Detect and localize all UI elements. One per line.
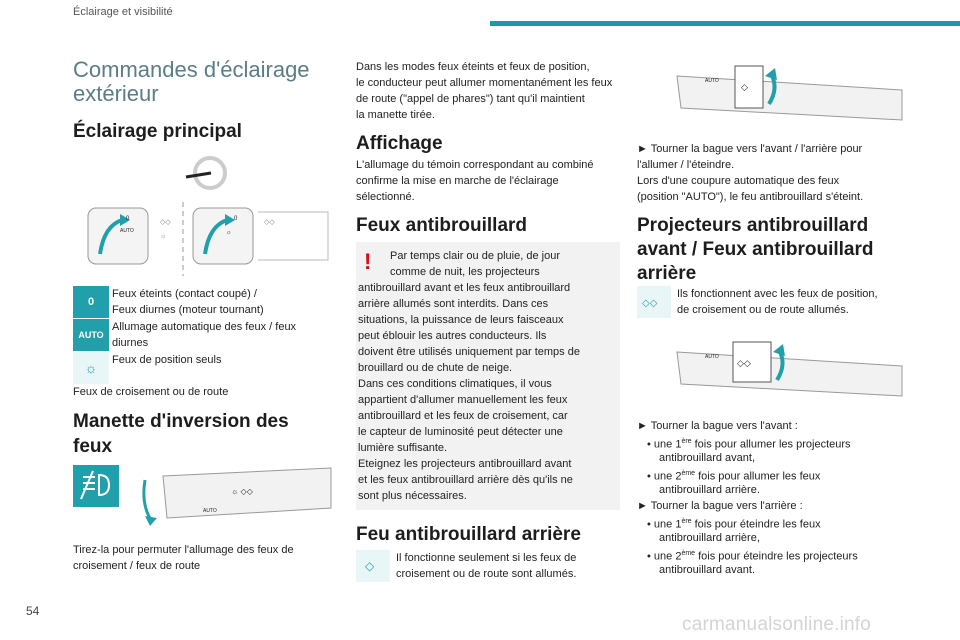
heading-feu-antibrouillard-arriere: Feu antibrouillard arrière: [356, 524, 581, 545]
heading-inversion-line2: feux: [73, 436, 113, 457]
warning-box: [356, 242, 620, 510]
fog-lights-icon: [637, 286, 671, 318]
headlamp-flash-icon: [73, 465, 119, 507]
affichage-line1: L'allumage du témoin correspondant au combiné: [356, 159, 594, 171]
warn-line3: antibrouillard avant et les feux antibrouillard: [358, 282, 571, 294]
svg-text:0: 0: [234, 216, 238, 222]
bullet-avant: ► Tourner la bague vers l'avant :: [637, 420, 798, 432]
sidelights-icon: ☼: [73, 352, 109, 384]
proj-line1: Ils fonctionnent avec les feux de position,: [677, 288, 878, 300]
svg-text:0: 0: [126, 216, 130, 222]
svg-text:◇◇: ◇◇: [737, 358, 751, 368]
warn-line6: peut éblouir les autres conducteurs. Ils: [358, 330, 547, 342]
warn-line8: brouillard ou de chute de neige.: [358, 362, 513, 374]
intro-line1: Dans les modes feux éteints et feux de position,: [356, 61, 590, 73]
heading-projecteurs-line1: Projecteurs antibrouillard: [637, 215, 869, 236]
warn-line13: lumière suffisante.: [358, 442, 448, 454]
warn-line16: sont plus nécessaires.: [358, 490, 467, 502]
svg-text:☼: ☼: [160, 233, 167, 240]
heading-projecteurs-line2: avant / Feux antibrouillard: [637, 239, 874, 260]
bullet-arriere-1-cont: antibrouillard arrière,: [659, 532, 760, 544]
tourner-line3: Lors d'une coupure automatique des feux: [637, 175, 840, 187]
warn-line11: antibrouillard et les feux de croisement, car: [358, 410, 568, 422]
svg-text:AUTO: AUTO: [120, 228, 134, 234]
svg-text:◇◇: ◇◇: [160, 219, 171, 226]
lights-off-icon: 0: [73, 286, 109, 318]
rear-fog-icon: [356, 550, 390, 582]
svg-text:AUTO: AUTO: [705, 354, 719, 360]
bullet-arriere-1: • une 1ère fois pour éteindre les feux: [647, 518, 821, 531]
heading-affichage: Affichage: [356, 133, 443, 154]
tourner-line2: l'allumer / l'éteindre.: [637, 159, 735, 171]
row-lights-off-line1: Feux éteints (contact coupé) /: [112, 288, 257, 300]
intro-line2: le conducteur peut allumer momentanément les feux: [356, 77, 613, 89]
warn-line15: et les feux antibrouillard arrière dès qu'ils ne: [358, 474, 573, 486]
warn-line14: Eteignez les projecteurs antibrouillard avant: [358, 458, 572, 470]
tourner-line4: (position "AUTO"), le feu antibrouillard s'éteint.: [637, 191, 864, 203]
page-number: 54: [26, 604, 40, 618]
proj-line2: de croisement ou de route allumés.: [677, 304, 849, 316]
svg-text:◇◇: ◇◇: [264, 219, 275, 226]
feux-croisement-text: Feux de croisement ou de route: [73, 386, 229, 398]
intro-line4: la manette tirée.: [356, 109, 435, 121]
svg-text:◇◇: ◇◇: [642, 298, 658, 309]
tirez-line2: croisement / feux de route: [73, 560, 201, 572]
affichage-line3: sélectionné.: [356, 191, 415, 203]
row-lights-off-line2: Feux diurnes (moteur tournant): [112, 304, 264, 316]
heading-eclairage-principal: Éclairage principal: [73, 121, 242, 142]
bullet-arriere: ► Tourner la bague vers l'arrière :: [637, 500, 803, 512]
warn-line2: comme de nuit, les projecteurs: [390, 266, 540, 278]
page-title-line1: Commandes d'éclairage: [73, 57, 310, 82]
svg-text:☼: ☼: [226, 230, 232, 236]
warn-line1: Par temps clair ou de pluie, de jour: [390, 250, 560, 262]
arriere-line2: croisement ou de route sont allumés.: [396, 568, 577, 580]
affichage-line2: confirme la mise en marche de l'éclairage: [356, 175, 559, 187]
warn-line9: Dans ces conditions climatiques, il vous: [358, 378, 552, 390]
row-auto-line2: diurnes: [112, 337, 149, 349]
warn-line5: situations, la puissance de leurs faisceaux: [358, 314, 564, 326]
stalk-diagram-rear-fog: [657, 56, 907, 132]
svg-text:◇: ◇: [365, 559, 375, 573]
bullet-avant-2-cont: antibrouillard arrière.: [659, 484, 760, 496]
warn-line10: appartient d'allumer manuellement les feux: [358, 394, 568, 406]
intro-line3: de route ("appel de phares") tant qu'il maintient: [356, 93, 585, 105]
warn-line4: arrière allumés sont interdits. Dans ces: [358, 298, 549, 310]
header-bar: [490, 21, 960, 26]
warn-line7: doivent être utilisés uniquement par temps de: [358, 346, 580, 358]
svg-text:AUTO: AUTO: [203, 508, 217, 514]
row-sidelights: Feux de position seuls: [112, 354, 222, 366]
auto-lights-icon: AUTO: [73, 319, 109, 351]
stalk-diagram-fog: [657, 332, 907, 408]
tirez-line1: Tirez-la pour permuter l'allumage des feux de: [73, 544, 294, 556]
page-title-line2: extérieur: [73, 81, 159, 106]
section-header: Éclairage et visibilité: [73, 6, 173, 18]
svg-text:AUTO: AUTO: [705, 78, 719, 84]
bullet-arriere-2: • une 2ème fois pour éteindre les projecteurs: [647, 550, 858, 563]
bullet-avant-1: • une 1ère fois pour allumer les projecteurs: [647, 438, 851, 451]
stalk-diagram-inversion: [133, 460, 333, 528]
heading-inversion-line1: Manette d'inversion des: [73, 411, 289, 432]
tourner-line1: ► Tourner la bague vers l'avant / l'arrière pour: [637, 143, 863, 155]
bullet-arriere-2-cont: antibrouillard avant.: [659, 564, 756, 576]
bullet-avant-1-cont: antibrouillard avant,: [659, 452, 756, 464]
heading-projecteurs-line3: arrière: [637, 263, 697, 284]
arriere-line1: Il fonctionne seulement si les feux de: [396, 552, 577, 564]
svg-text:☼ ◇◇: ☼ ◇◇: [231, 487, 253, 496]
steering-wheel-icon: [183, 155, 228, 195]
row-auto-line1: Allumage automatique des feux / feux: [112, 321, 297, 333]
bullet-avant-2: • une 2ème fois pour allumer les feux: [647, 470, 821, 483]
heading-feux-antibrouillard: Feux antibrouillard: [356, 215, 528, 236]
svg-text:◇: ◇: [741, 82, 748, 92]
warn-line12: le capteur de luminosité peut détecter une: [358, 426, 563, 438]
stalk-diagram-main: [78, 200, 333, 278]
watermark: carmanualsonline.info: [682, 614, 872, 635]
warning-icon: !: [364, 249, 372, 274]
